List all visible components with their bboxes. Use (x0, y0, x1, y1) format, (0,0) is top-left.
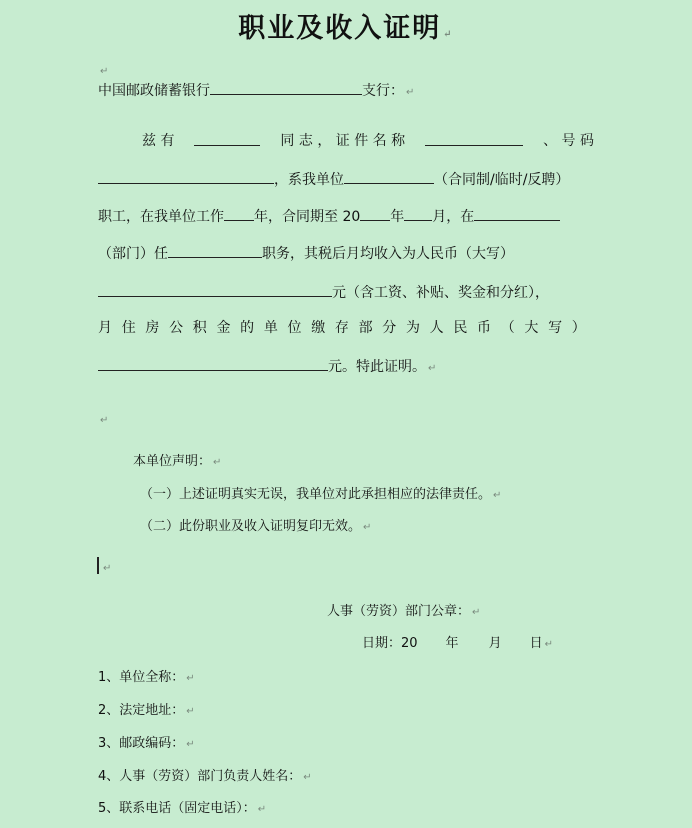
info-item-1: 1、单位全称： ↵ (98, 670, 195, 685)
body-text: 兹 有 (142, 133, 175, 149)
body-text: 职务，其税后月均收入为人民币（大写） (262, 246, 514, 262)
seal-date (362, 634, 553, 655)
text-cursor (97, 557, 99, 574)
body-char: 分 (382, 320, 397, 336)
bank-name-prefix: 中国邮政储蓄银行 (98, 83, 210, 99)
body-char: 位 (287, 320, 302, 336)
body-line-4 (98, 243, 514, 264)
paragraph-mark: ↵ (443, 29, 454, 40)
body-text: 、 号 码 (543, 133, 594, 149)
body-char: 月 (98, 320, 112, 336)
body-char: 部 (358, 320, 373, 336)
paragraph-mark: ↵ (257, 804, 267, 815)
info-item-5: 5、联系电话（固定电话）： ↵ (98, 801, 267, 816)
body-text: 年 (390, 209, 405, 225)
declaration-item-2: （二）此份职业及收入证明复印无效。 ↵ (140, 519, 372, 534)
contract-year-blank[interactable] (360, 206, 390, 221)
paragraph-mark: ↵ (103, 563, 112, 574)
body-char: 单 (263, 320, 278, 336)
body-text: 年，合同期至 20 (254, 209, 361, 225)
body-text: ，系我单位 (274, 172, 344, 188)
body-line-7 (98, 356, 436, 379)
body-line-6 (98, 318, 586, 338)
contract-month-blank[interactable] (404, 206, 432, 221)
id-number-blank[interactable] (98, 169, 274, 184)
body-line-5 (98, 282, 549, 303)
body-char: 存 (334, 320, 349, 336)
body-char: 民 (453, 320, 468, 336)
branch-blank[interactable] (210, 80, 362, 95)
paragraph-mark: ↵ (493, 490, 502, 501)
body-line-3 (98, 206, 560, 227)
paragraph-mark: ↵ (363, 522, 372, 533)
years-blank[interactable] (224, 206, 254, 221)
paragraph-mark: ↵ (186, 706, 195, 717)
body-char: （ (500, 320, 515, 336)
info-item-3: 3、邮政编码： ↵ (98, 736, 195, 751)
body-char: 住 (121, 320, 136, 336)
department-blank[interactable] (474, 206, 560, 221)
date-month: 月 (488, 636, 502, 651)
paragraph-mark: ↵ (100, 66, 109, 77)
body-text: 同 志 ， 证 件 名 称 (280, 133, 406, 149)
paragraph-mark: ↵ (186, 673, 195, 684)
empty-paragraph (98, 60, 108, 82)
income-amount-blank[interactable] (98, 282, 332, 297)
body-char: 人 (429, 320, 444, 336)
body-char: 金 (216, 320, 231, 336)
date-year: 年 (445, 636, 459, 651)
info-item-4: 4、人事（劳资）部门负责人姓名： ↵ (98, 769, 312, 784)
bank-suffix: 支行： (362, 83, 404, 99)
date-label: 日期：20 (362, 636, 418, 651)
body-char: 的 (240, 320, 255, 336)
paragraph-mark: ↵ (544, 639, 553, 650)
paragraph-mark: ↵ (213, 457, 222, 468)
body-text: 元（含工资、补贴、奖金和分红）， (332, 285, 549, 301)
paragraph-mark: ↵ (303, 772, 312, 783)
body-char: 公 (169, 320, 184, 336)
body-line-1 (98, 131, 594, 151)
paragraph-mark: ↵ (428, 363, 437, 374)
paragraph-mark: ↵ (472, 607, 481, 618)
body-char: 房 (145, 320, 160, 336)
declaration-heading: 本单位声明： ↵ (133, 454, 222, 469)
body-char: 为 (405, 320, 420, 336)
body-line-2 (98, 169, 569, 190)
body-char: 积 (192, 320, 207, 336)
declaration-item-1: （一）上述证明真实无误，我单位对此承担相应的法律责任。 ↵ (140, 487, 502, 502)
document-title: 职业及收入证明 ↵ (238, 13, 454, 44)
info-item-2: 2、法定地址： ↵ (98, 703, 195, 718)
body-char: 写 (548, 320, 563, 336)
body-text: 职工，在我单位工作 (98, 209, 224, 225)
employer-blank[interactable] (344, 169, 434, 184)
body-text: 元。特此证明。 (328, 359, 426, 375)
body-text: 月，在 (432, 209, 475, 225)
bank-line (98, 80, 414, 103)
paragraph-mark: ↵ (186, 739, 195, 750)
paragraph-mark: ↵ (100, 415, 109, 426)
housing-fund-amount-blank[interactable] (98, 356, 328, 371)
body-char: 币 (477, 320, 491, 336)
body-text: （部门）任 (98, 246, 168, 262)
id-type-blank[interactable] (425, 131, 523, 146)
body-char: ） (571, 320, 586, 336)
body-char: 缴 (311, 320, 326, 336)
body-text: （合同制/临时/反聘） (434, 172, 570, 188)
seal-label: 人事（劳资）部门公章： ↵ (327, 604, 481, 619)
body-char: 大 (524, 320, 539, 336)
position-blank[interactable] (168, 243, 262, 258)
empty-paragraph (101, 557, 111, 579)
date-day: 日 (529, 636, 543, 651)
paragraph-mark: ↵ (406, 87, 415, 98)
name-blank[interactable] (194, 131, 260, 146)
empty-paragraph (98, 409, 108, 431)
